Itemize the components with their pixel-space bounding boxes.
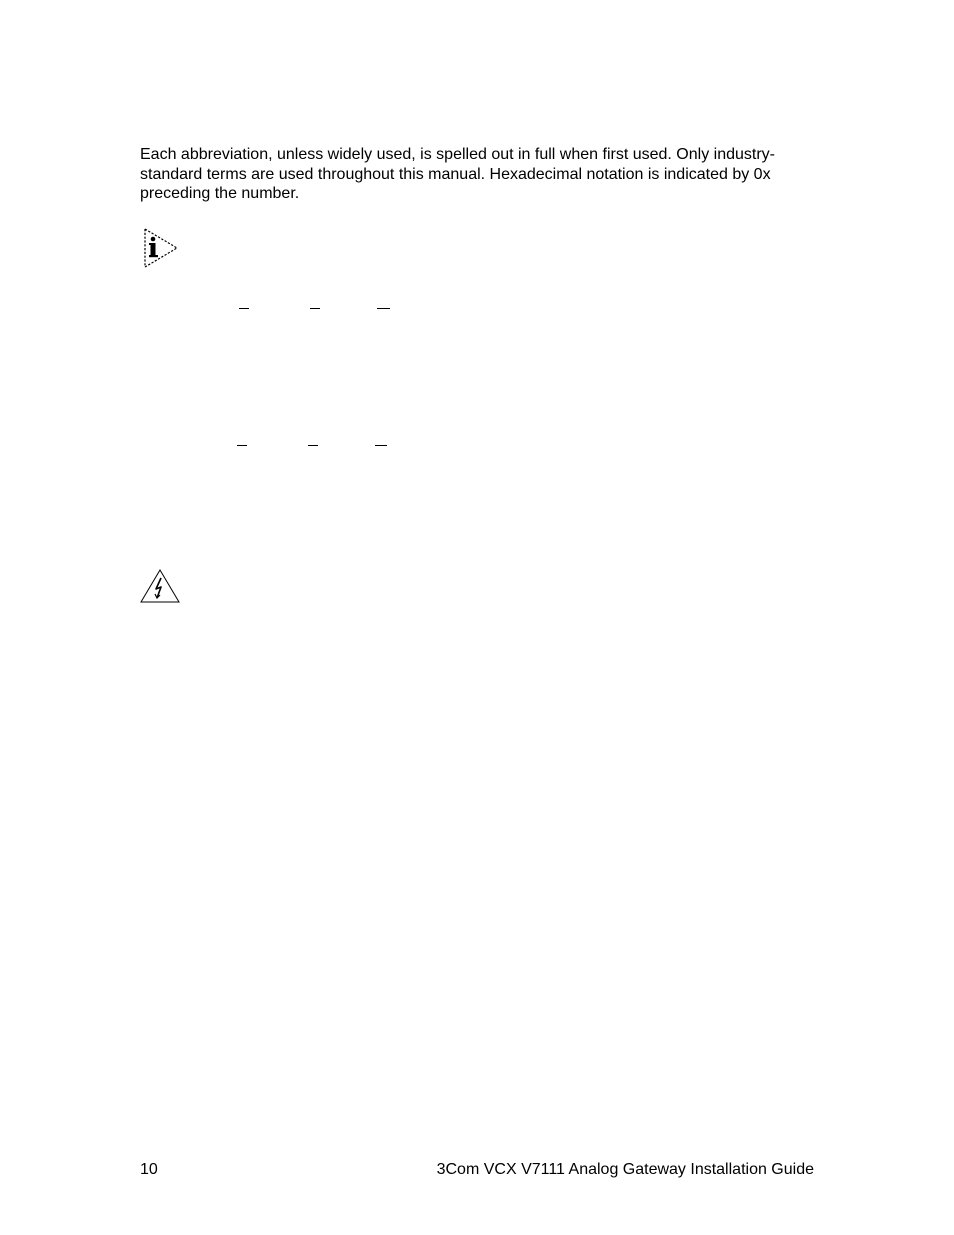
dash-mark <box>239 308 249 309</box>
paragraph-line-2: standard terms are used throughout this manual. Hexadecimal notation is indicated by 0x <box>140 165 771 183</box>
paragraph-line-1: Each abbreviation, unless widely used, is spelled out in full when first used. Only industry- <box>140 146 775 163</box>
paragraph-line-3: preceding the number. <box>140 185 300 202</box>
warning-electrical-icon <box>139 568 181 604</box>
dash-mark <box>375 445 387 446</box>
info-icon <box>141 227 181 269</box>
dash-mark <box>308 445 318 446</box>
abbreviation-paragraph <box>140 145 820 204</box>
dash-mark <box>310 308 320 309</box>
dash-mark <box>237 445 247 446</box>
dash-mark <box>377 308 390 309</box>
document-title: 3Com VCX V7111 Analog Gateway Installation Guide <box>436 1161 814 1178</box>
page-number: 10 <box>140 1161 158 1178</box>
